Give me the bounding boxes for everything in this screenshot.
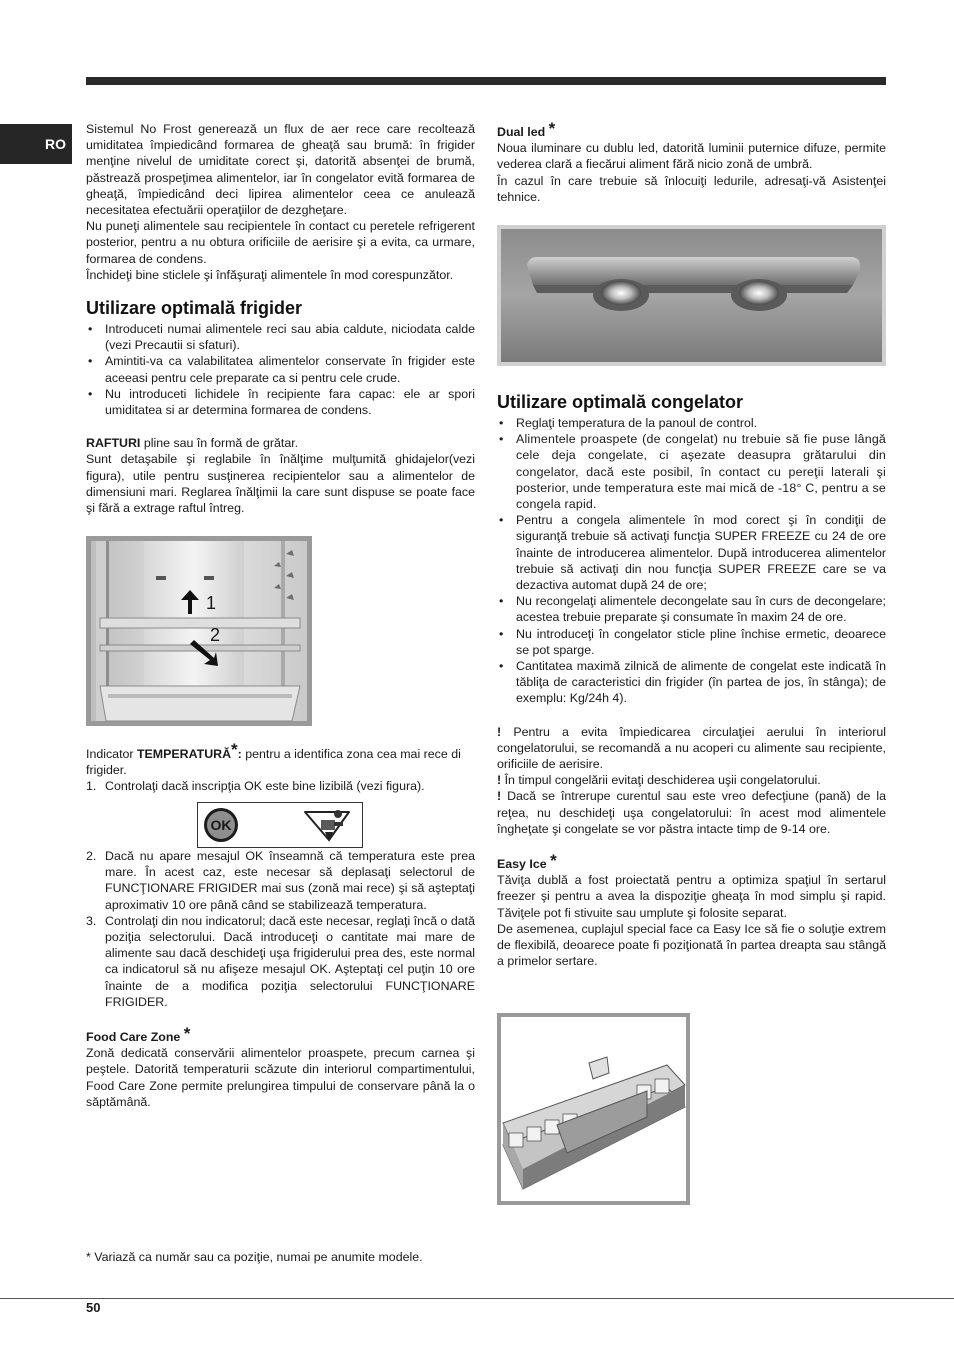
right-column: [497, 121, 886, 205]
intro-paragraph-1: Sistemul No Frost generează un flux de aer rece care recoltează umiditatea împiedicând formarea de gheaţă sau brumă: în frigider menţine nivelul de umiditate corect şi, datorită absenţei de brumă, păstrează prospeţimea alimentelor, iar în congelator evită formarea de gheaţă, împiedicând deci lipirea alimentelor ceea ce anulează necesitatea efectuării operaţiilor de dezgheţare.: [86, 122, 475, 218]
easy-ice-title: [497, 853, 886, 872]
list-item: • Introduceti numai alimentele reci sau abia caldute, niciodata calde (vezi Precautii si sfaturi).: [86, 321, 475, 353]
dual-led-figure: [497, 225, 886, 366]
ok-label: OK: [210, 817, 232, 833]
page-number: 50: [86, 1300, 101, 1315]
dual-led-title-text: Dual led: [497, 125, 546, 139]
footer-rule: [0, 1298, 954, 1299]
language-tab: RO: [0, 124, 72, 164]
warning-mark: !: [497, 789, 502, 804]
step-number: 1.: [86, 779, 97, 794]
temp-prefix: Indicator: [86, 747, 137, 761]
intro-paragraph-3: Închideţi bine sticlele şi înfăşuraţi alimentele în mod corespunzător.: [86, 267, 454, 282]
footnote: * Variază ca număr sau ca poziţie, numai pe anumite modele.: [86, 1250, 423, 1264]
temp-label: TEMPERATURĂ: [136, 747, 232, 761]
shelf-fig-label-2: 2: [210, 625, 221, 645]
dual-led-title: [497, 121, 886, 140]
dual-led-paragraph-2: În cazul în care trebuie să înlocuiţi ledurile, adresaţi-vă Asistenţei tehnice.: [497, 173, 886, 204]
warning-text: Dacă se întrerupe curentul sau este vreo defecţiune (pană) de la reţea, nu deschideţi uşa congelatorului: în acest mod alimentele îngheţate şi congelate se vor păstra intacte timp de 9-14 ore.: [497, 789, 886, 836]
step-text: Controlaţi dacă inscripţia OK este bine lizibilă (vezi figura).: [105, 779, 425, 794]
temp-steps: [86, 778, 475, 794]
easy-ice-paragraph-2: De asemenea, cuplajul special face ca Easy Ice să fie o soluţie extrem de flexibilă, deoarece poate fi poziţionată în partea dreapta sau stângă a primelor sertare.: [497, 921, 886, 969]
shelf-fig-label-1: 1: [206, 593, 217, 613]
list-item: [86, 913, 475, 1010]
shelves-heading-rest: pline sau în formă de grătar.: [140, 436, 299, 451]
temperature-steps-continued: [86, 848, 475, 1110]
temp-steps-2: [86, 848, 475, 1010]
list-item: [86, 778, 475, 794]
food-care-zone-paragraph: Zonă dedicată conservării alimentelor proaspete, precum carnea şi peştele. Datorită temperaturii scăzute din interiorul compartimentului, Food Care Zone permite prelungirea timpului de conservare până la o săptămână.: [86, 1046, 475, 1109]
warning-mark: !: [497, 773, 502, 788]
shelves-paragraph: Sunt detaşabile şi reglabile în înălţime mulţumită ghidajelor(vezi figura), utile pentru susţinerea recipientelor sau a alimentelor de dimensiuni mari. Reglarea înălţimii la care sunt dispuse se poate face şi fără a extrage raftul întreg.: [86, 452, 475, 516]
dual-led-paragraph-1: Noua iluminare cu dublu led, datorită luminii puternice difuze, permite vederea clară a fiecărui aliment fără nicio zonă de umbră.: [497, 141, 886, 172]
step-text: Dacă nu apare mesajul OK înseamnă că temperatura este prea mare. În acest caz, este necesar să deplasaţi selectorul de FUNCŢIONARE FRIGIDER mai sus (zonă mai rece) şi să aşteptaţi aproximativ 10 ore până când se stabilizează temperatura.: [105, 849, 475, 912]
asterisk: *: [548, 119, 556, 138]
intro-paragraph-2: Nu puneţi alimentele sau recipientele în contact cu peretele refrigerent posterior, pentru a nu obtura orificiile de aerisire şi a evita, ca urmare, formarea de condens.: [86, 219, 475, 266]
left-column: [86, 121, 475, 516]
temp-colon: :: [237, 747, 242, 761]
list-item: • Reglaţi temperatura de la panoul de control.: [497, 415, 886, 431]
header-bar: [86, 77, 886, 85]
warning-mark: !: [497, 724, 502, 739]
temp-intro-rest: pentru a identifica zona cea mai rece di frigider.: [86, 747, 461, 778]
warning-text: Pentru a evita împiedicarea circulaţiei aerului în interiorul congelatorului, se recomandă a nu acoperi cu alimente sau recipiente, orificiile de aerisire.: [497, 724, 886, 772]
shelves-label: RAFTURI: [86, 436, 141, 451]
warning-1: [497, 724, 886, 773]
warning-2: [497, 772, 886, 788]
list-item: • Pentru a congela alimentele în mod corect şi în condiţii de siguranţă trebuie să activaţi funcţia SUPER FREEZE cu 24 de ore înainte de introducerea alimentelor. După introducerea alimentelor trebuie să activaţi din nou funcţia SUPER FREEZE care se va dezactiva automat după 24 de ore;: [497, 512, 886, 593]
warning-3: [497, 788, 886, 837]
fridge-bullet-list: [86, 321, 475, 418]
list-item: • Nu introduceti lichidele în recipiente fara capac: ele ar spori umiditatea si ar determina formarea de condens.: [86, 386, 475, 418]
food-care-zone-title: [86, 1026, 475, 1045]
warning-text: În timpul congelării evitaţi deschiderea uşii congelatorului.: [501, 773, 821, 788]
step-text: Controlaţi din nou indicatorul; dacă este necesar, reglaţi încă o dată poziţia selectorului. Dacă introduceţi o cantitate mai mare de alimente sau dacă deschideţi uşa frigiderului prea des, este normal ca indicatorul să nu afişeze mesajul OK. Aşteptaţi cel puţin 10 ore înainte de a modifica poziţia selectorului FUNCŢIONARE FRIGIDER.: [105, 913, 475, 1009]
temp-star: *: [231, 740, 238, 759]
easy-ice-paragraph-1: Tăviţa dublă a fost proiectată pentru a optimiza spaţiul în sertarul freezer şi pentru a avea la dispoziţie gheaţa în mod simplu şi rapid. Tăviţele pot fi stivuite sau umplute şi folosite separat.: [497, 873, 886, 920]
list-item: • Alimentele proaspete (de congelat) nu trebuie să fie puse lângă cele deja congelate, ci aşezate deasupra grătarului din congelator, dacă este posibil, în contact cu pereţii laterali şi posterior, unde temperatura este mai mică de -18° C, pentru a se congela rapid.: [497, 431, 886, 512]
list-item: • Amintiti-va ca valabilitatea alimentelor conservate în frigider este aceeasi pentru cele preparate ca si pentru cele crude.: [86, 353, 475, 385]
food-care-zone-title-text: Food Care Zone: [86, 1030, 181, 1045]
list-item: • Nu recongelaţi alimentele decongelate sau în curs de decongelare; acestea trebuie preparate şi consumate în maxim 24 de ore.: [497, 593, 886, 625]
easy-ice-title-text: Easy Ice: [497, 857, 547, 872]
freezer-section-title: Utilizare optimală congelator: [497, 392, 744, 412]
easy-ice-figure: [497, 1013, 690, 1205]
asterisk: *: [550, 851, 557, 871]
temp-intro: [86, 742, 475, 778]
ok-indicator-figure: [197, 802, 363, 848]
shelves-heading: [86, 435, 475, 451]
asterisk: *: [183, 1024, 191, 1044]
freezer-bullet-list: [497, 415, 886, 707]
fridge-section-title: Utilizare optimală frigider: [86, 298, 303, 319]
step-number: 2.: [86, 849, 97, 863]
list-item: • Cantitatea maximă zilnică de alimente de congelat este indicată în tăbliţa de caracteristici din frigider (în partea de jos, în stânga); de exemplu: Kg/24h 4).: [497, 658, 886, 707]
list-item: [86, 848, 475, 913]
shelf-figure: [86, 536, 312, 726]
temperature-section: [86, 742, 475, 795]
step-number: 3.: [86, 913, 97, 928]
freezer-section: [497, 391, 886, 970]
list-item: • Nu introduceţi în congelator sticle pline închise ermetic, deoarece se pot sparge.: [497, 626, 886, 658]
